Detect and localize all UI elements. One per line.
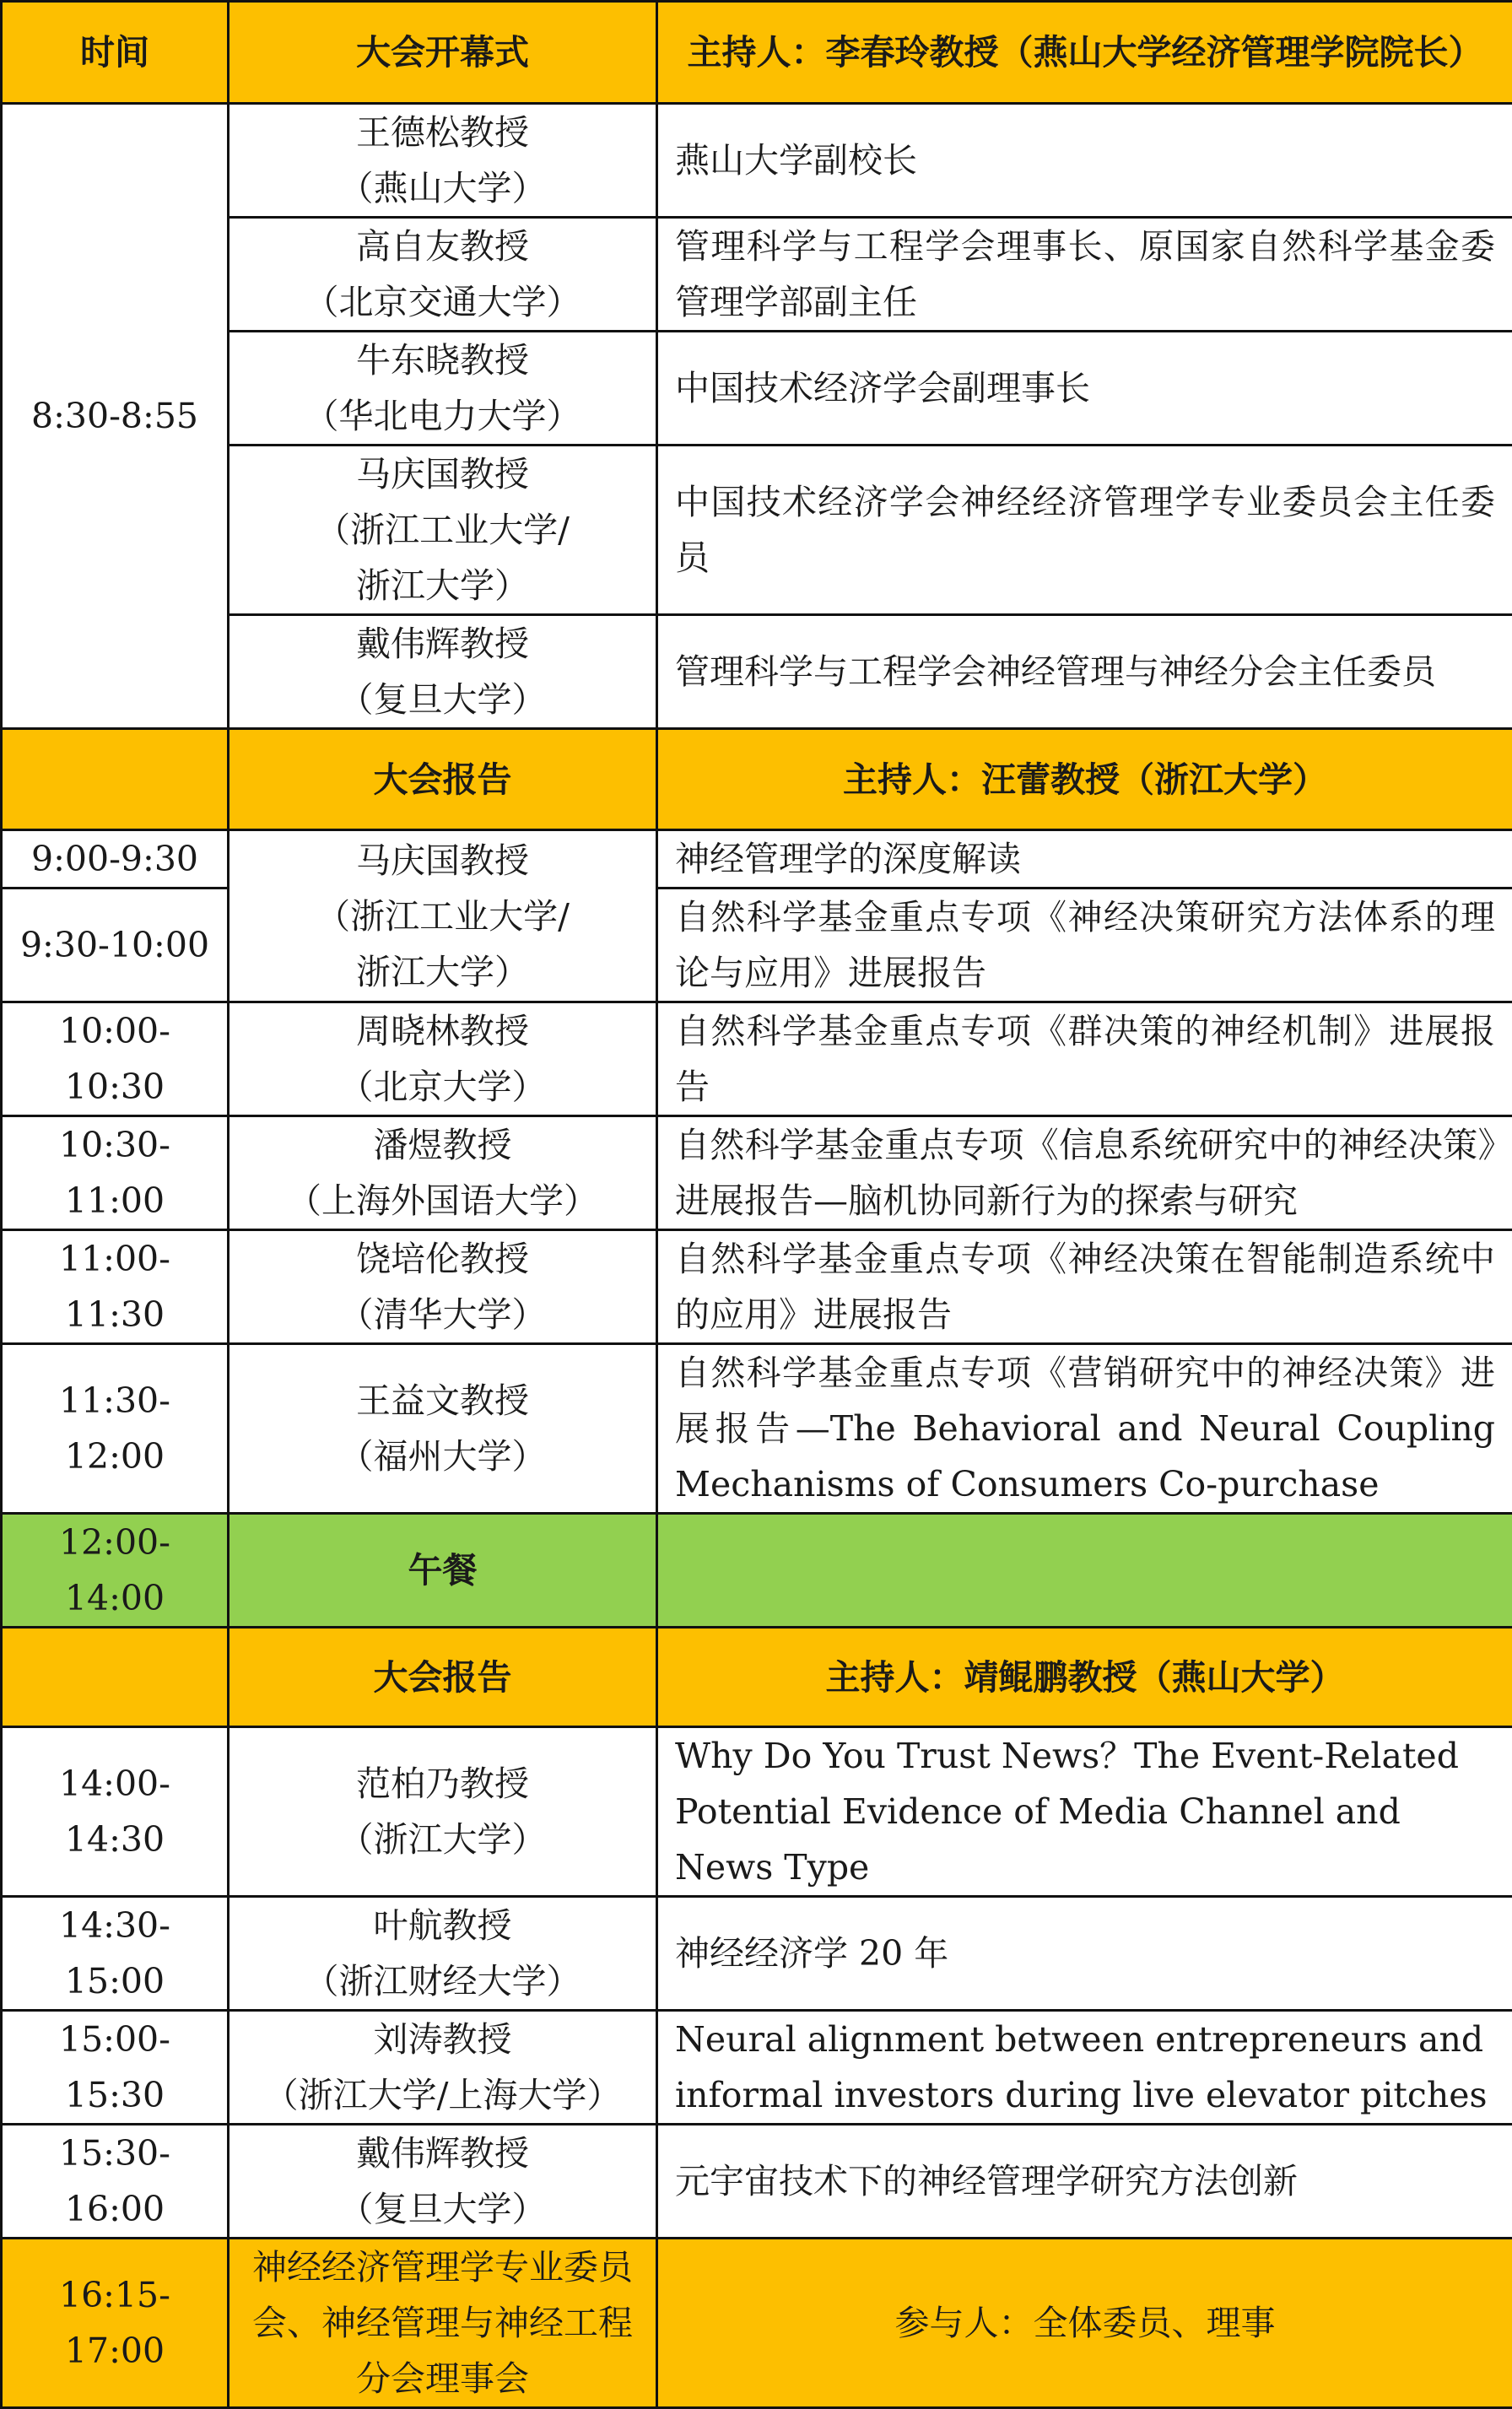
speaker-cell <box>229 1230 657 1344</box>
speaker-org: （浙江财经大学） <box>246 1953 639 2009</box>
speaker-org: （燕山大学） <box>246 160 639 216</box>
speaker-name: 范柏乃教授 <box>246 1756 639 1812</box>
talk-time: 14:30-15:00 <box>2 1897 229 2011</box>
speaker-name: 马庆国教授 <box>246 446 639 502</box>
talk-title: 自然科学基金重点专项《群决策的神经机制》进展报告 <box>657 1002 1512 1116</box>
speaker-title: 中国技术经济学会副理事长 <box>657 332 1512 446</box>
speaker-name: 叶航教授 <box>246 1898 639 1953</box>
speaker-org: （北京交通大学） <box>246 274 639 330</box>
time-column-header: 时间 <box>2 2 229 104</box>
talk-title: Why Do You Trust News？The Event-Related Potential Evidence of Media Channel and News Type <box>657 1727 1512 1897</box>
table-row <box>2 1344 1512 1514</box>
table-row <box>2 1897 1512 2011</box>
talk-time: 11:00-11:30 <box>2 1230 229 1344</box>
speaker-name: 王益文教授 <box>246 1373 639 1429</box>
speaker-cell <box>229 1002 657 1116</box>
table-row <box>2 446 1512 615</box>
morning-session-title: 大会报告 <box>229 729 657 830</box>
table-row <box>2 615 1512 729</box>
speaker-org-line-2: 浙江大学） <box>246 944 639 1000</box>
speaker-title: 中国技术经济学会神经经济管理学专业委员会主任委员 <box>657 446 1512 615</box>
morning-header-row <box>2 729 1512 830</box>
afternoon-host: 主持人：靖鲲鹏教授（燕山大学） <box>657 1628 1512 1727</box>
speaker-cell <box>229 615 657 729</box>
afternoon-header-row <box>2 1628 1512 1727</box>
speaker-cell <box>229 332 657 446</box>
speaker-name: 周晓林教授 <box>246 1003 639 1059</box>
talk-time: 15:30-16:00 <box>2 2125 229 2239</box>
table-row <box>2 104 1512 218</box>
speaker-name: 牛东晓教授 <box>246 332 639 388</box>
speaker-org: （浙江工业大学/ <box>246 502 639 558</box>
speaker-name: 王德松教授 <box>246 105 639 160</box>
header-row <box>2 2 1512 104</box>
speaker-title: 管理科学与工程学会神经管理与神经分会主任委员 <box>657 615 1512 729</box>
opening-host: 主持人：李春玲教授（燕山大学经济管理学院院长） <box>657 2 1512 104</box>
table-row <box>2 1230 1512 1344</box>
lunch-time: 12:00-14:00 <box>2 1514 229 1628</box>
speaker-org: （复旦大学） <box>246 2181 639 2237</box>
talk-title: 神经经济学 20 年 <box>657 1897 1512 2011</box>
speaker-org: （浙江大学/上海大学） <box>246 2067 639 2123</box>
afternoon-header-time <box>2 1628 229 1727</box>
morning-host: 主持人：汪蕾教授（浙江大学） <box>657 729 1512 830</box>
speaker-cell <box>229 1897 657 2011</box>
lunch-row <box>2 1514 1512 1628</box>
speaker-name: 刘涛教授 <box>246 2012 639 2067</box>
speaker-org: （华北电力大学） <box>246 388 639 444</box>
talk-time: 10:00-10:30 <box>2 1002 229 1116</box>
talk-time: 15:00-15:30 <box>2 2011 229 2125</box>
talk-time: 10:30-11:00 <box>2 1116 229 1230</box>
speaker-cell <box>229 446 657 615</box>
talk-title: 元宇宙技术下的神经管理学研究方法创新 <box>657 2125 1512 2239</box>
table-row <box>2 2125 1512 2239</box>
speaker-cell <box>229 218 657 332</box>
table-row <box>2 1002 1512 1116</box>
talk-title: 自然科学基金重点专项《神经决策在智能制造系统中的应用》进展报告 <box>657 1230 1512 1344</box>
speaker-org: （上海外国语大学） <box>246 1173 639 1229</box>
committee-participants: 参与人：全体委员、理事 <box>657 2239 1512 2408</box>
speaker-name: 马庆国教授 <box>246 833 639 889</box>
talk-time: 11:30-12:00 <box>2 1344 229 1514</box>
talk-title: 自然科学基金重点专项《神经决策研究方法体系的理论与应用》进展报告 <box>657 889 1512 1002</box>
speaker-org: （浙江工业大学/ <box>246 889 639 944</box>
speaker-cell <box>229 1727 657 1897</box>
speaker-name: 饶培伦教授 <box>246 1231 639 1287</box>
table-row <box>2 889 1512 1002</box>
talk-title: 自然科学基金重点专项《营销研究中的神经决策》进展报告—The Behavioral and Neural Coupling Mechanisms of Consumers Co-purchase <box>657 1344 1512 1514</box>
speaker-org: （福州大学） <box>246 1429 639 1484</box>
committee-name: 神经经济管理学专业委员会、神经管理与神经工程分会理事会 <box>229 2239 657 2408</box>
speaker-org-line-2: 浙江大学） <box>246 558 639 613</box>
talk-time: 9:30-10:00 <box>2 889 229 1002</box>
talk-title: 神经管理学的深度解读 <box>657 830 1512 889</box>
speaker-cell <box>229 1344 657 1514</box>
speaker-name: 高自友教授 <box>246 219 639 274</box>
speaker-cell <box>229 104 657 218</box>
talk-time: 14:00-14:30 <box>2 1727 229 1897</box>
speaker-cell <box>229 2125 657 2239</box>
table-row <box>2 2011 1512 2125</box>
opening-session-title: 大会开幕式 <box>229 2 657 104</box>
speaker-name: 戴伟辉教授 <box>246 616 639 672</box>
afternoon-session-title: 大会报告 <box>229 1628 657 1727</box>
morning-header-time <box>2 729 229 830</box>
speaker-org: （清华大学） <box>246 1287 639 1342</box>
speaker-org: （浙江大学） <box>246 1812 639 1867</box>
lunch-desc <box>657 1514 1512 1628</box>
table-row <box>2 1116 1512 1230</box>
committee-time: 16:15-17:00 <box>2 2239 229 2408</box>
speaker-name: 潘煜教授 <box>246 1117 639 1173</box>
speaker-org: （北京大学） <box>246 1059 639 1115</box>
table-row <box>2 332 1512 446</box>
speaker-cell <box>229 830 657 1002</box>
lunch-label: 午餐 <box>229 1514 657 1628</box>
speaker-org: （复旦大学） <box>246 672 639 727</box>
talk-time: 9:00-9:30 <box>2 830 229 889</box>
speaker-title: 燕山大学副校长 <box>657 104 1512 218</box>
speaker-name: 戴伟辉教授 <box>246 2125 639 2181</box>
talk-title: Neural alignment between entrepreneurs and informal investors during live elevator pitches <box>657 2011 1512 2125</box>
speaker-title: 管理科学与工程学会理事长、原国家自然科学基金委管理学部副主任 <box>657 218 1512 332</box>
speaker-cell <box>229 2011 657 2125</box>
committee-row <box>2 2239 1512 2408</box>
table-row <box>2 830 1512 889</box>
talk-title: 自然科学基金重点专项《信息系统研究中的神经决策》进展报告—脑机协同新行为的探索与研究 <box>657 1116 1512 1230</box>
speaker-cell <box>229 1116 657 1230</box>
opening-time: 8:30-8:55 <box>2 104 229 729</box>
table-row <box>2 1727 1512 1897</box>
table-row <box>2 218 1512 332</box>
